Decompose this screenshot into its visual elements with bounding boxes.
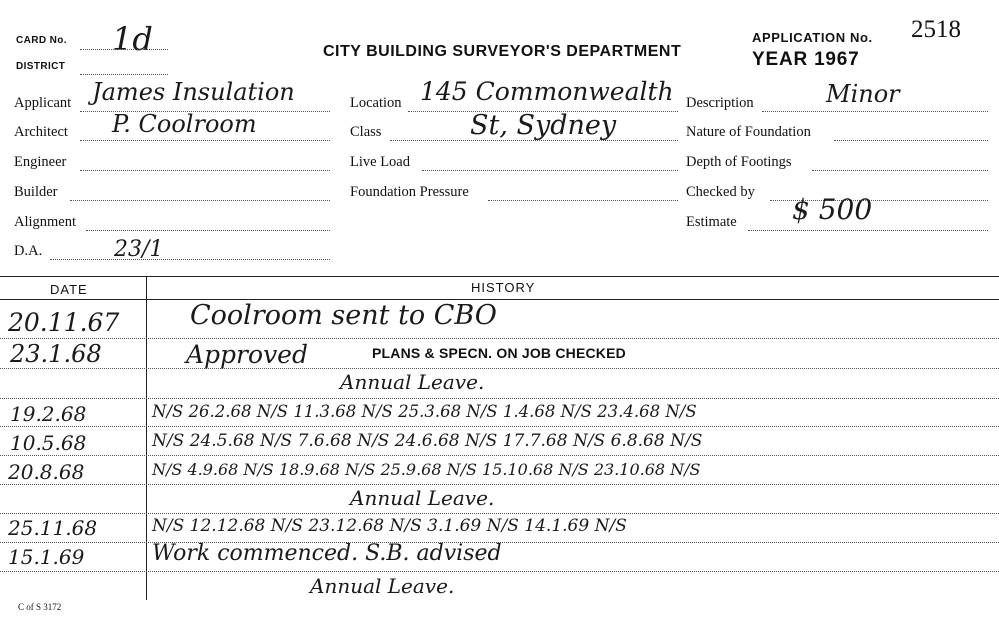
district-label: DISTRICT <box>16 61 66 72</box>
live-load-label: Live Load <box>350 154 410 170</box>
row-history: N/S 26.2.68 N/S 11.3.68 N/S 25.3.68 N/S 1.4.68 N/S 23.4.68 N/S <box>152 402 697 421</box>
description-value: Minor <box>826 80 900 108</box>
form-code: C of S 3172 <box>18 602 62 612</box>
estimate-line <box>748 230 988 231</box>
table-header-rule <box>0 299 999 300</box>
table-top-rule <box>0 276 999 277</box>
row-date: 15.1.69 <box>8 545 85 569</box>
alignment-line <box>86 230 330 231</box>
row-rule <box>0 455 999 456</box>
architect-label: Architect <box>14 124 68 140</box>
nature-of-foundation-label: Nature of Foundation <box>686 124 811 140</box>
architect-line <box>80 140 330 141</box>
row-history: Annual Leave. <box>340 370 485 394</box>
table-column-divider <box>146 276 147 600</box>
builder-label: Builder <box>14 184 58 200</box>
row-stamp: PLANS & SPECN. ON JOB CHECKED <box>372 345 626 361</box>
row-rule <box>0 398 999 399</box>
row-rule <box>0 426 999 427</box>
year-label: YEAR 1967 <box>752 49 860 70</box>
applicant-label: Applicant <box>14 95 72 111</box>
department-title: CITY BUILDING SURVEYOR'S DEPARTMENT <box>323 43 682 60</box>
row-history: Annual Leave. <box>310 574 455 598</box>
engineer-label: Engineer <box>14 154 67 170</box>
row-history: Annual Leave. <box>350 486 495 510</box>
card-no-line <box>80 49 168 50</box>
nature-of-foundation-line <box>834 140 988 141</box>
row-date: 19.2.68 <box>10 402 87 426</box>
location-value: 145 Commonwealth <box>420 77 674 106</box>
row-rule <box>0 338 999 339</box>
row-date: 23.1.68 <box>10 340 102 368</box>
depth-of-footings-label: Depth of Footings <box>686 154 792 170</box>
application-no-value: 2518 <box>911 16 961 43</box>
class-value: St, Sydney <box>470 110 617 141</box>
date-header: DATE <box>50 282 88 297</box>
da-line <box>50 259 330 260</box>
row-history: N/S 24.5.68 N/S 7.6.68 N/S 24.6.68 N/S 17.7.68 N/S 6.8.68 N/S <box>152 431 703 451</box>
location-label: Location <box>350 95 402 111</box>
district-line <box>80 74 168 75</box>
card-no-label: CARD No. <box>16 35 67 46</box>
da-label: D.A. <box>14 243 43 259</box>
row-date: 25.11.68 <box>8 516 98 540</box>
depth-of-footings-line <box>812 170 988 171</box>
class-label: Class <box>350 124 382 140</box>
builder-line <box>70 200 330 201</box>
row-rule <box>0 368 999 369</box>
description-line <box>762 111 988 112</box>
card-no-value: 1d <box>112 20 153 58</box>
history-header: HISTORY <box>471 280 536 295</box>
foundation-pressure-label: Foundation Pressure <box>350 184 469 200</box>
live-load-line <box>422 170 678 171</box>
row-history: Approved <box>186 340 308 369</box>
applicant-value: James Insulation <box>92 78 295 106</box>
alignment-label: Alignment <box>14 214 77 230</box>
row-history: Work commenced. S.B. advised <box>152 541 502 566</box>
estimate-value: $ 500 <box>792 193 873 226</box>
architect-value: P. Coolroom <box>112 110 257 138</box>
row-date: 20.11.67 <box>8 308 120 337</box>
row-rule <box>0 571 999 572</box>
application-no-label: APPLICATION No. <box>752 30 873 45</box>
da-value: 23/1 <box>114 237 164 262</box>
row-history: N/S 12.12.68 N/S 23.12.68 N/S 3.1.69 N/S 14.1.69 N/S <box>152 516 627 536</box>
row-date: 20.8.68 <box>8 460 85 484</box>
row-rule <box>0 513 999 514</box>
estimate-label: Estimate <box>686 214 737 230</box>
row-history: N/S 4.9.68 N/S 18.9.68 N/S 25.9.68 N/S 15.10.68 N/S 23.10.68 N/S <box>152 460 701 479</box>
foundation-pressure-line <box>488 200 678 201</box>
description-label: Description <box>686 95 754 111</box>
checked-by-label: Checked by <box>686 184 755 200</box>
engineer-line <box>80 170 330 171</box>
row-history: Coolroom sent to CBO <box>190 300 497 331</box>
row-rule <box>0 484 999 485</box>
row-date: 10.5.68 <box>10 431 87 455</box>
